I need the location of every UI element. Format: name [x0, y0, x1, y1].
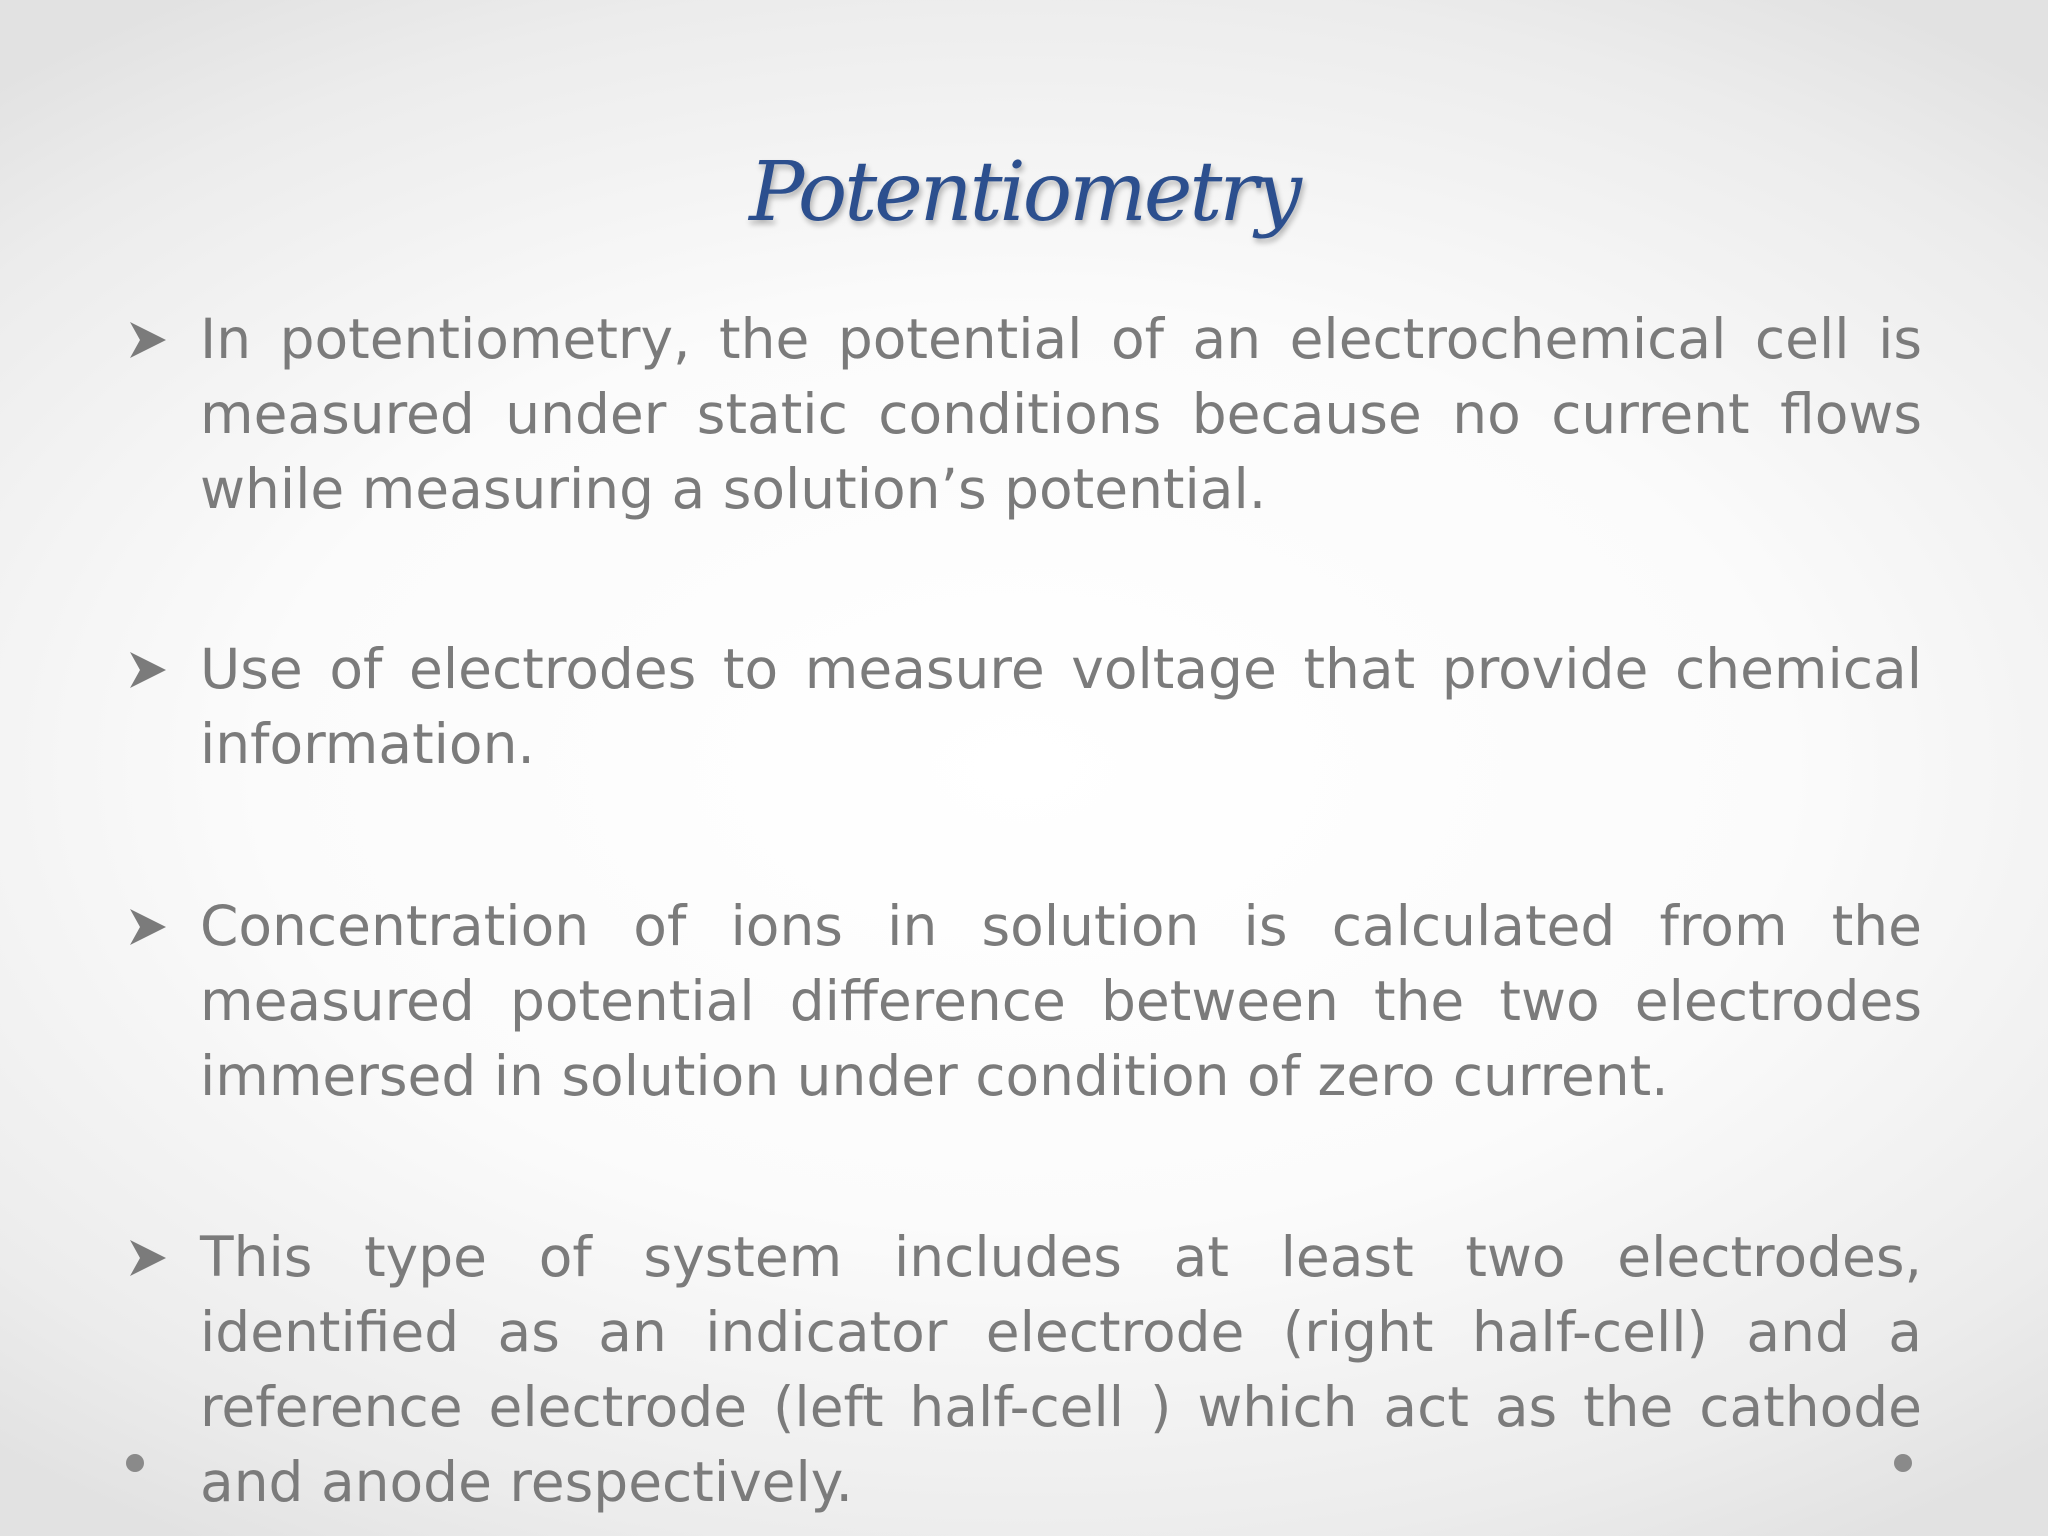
slide-title: Potentiometry	[749, 145, 1299, 240]
bullet-text: Concentration of ions in solution is calculated from the measured potential difference between the two electrodes immersed in solution under condition of zero current.	[200, 894, 1922, 1108]
arrowhead-bullet-icon	[126, 905, 170, 949]
bullet-text: In potentiometry, the potential of an electrochemical cell is measured under static conditions because no current flows while measuring a solution’s potential.	[200, 307, 1922, 521]
arrowhead-bullet-icon	[126, 648, 170, 692]
footer-right-dot-icon	[1894, 1454, 1912, 1472]
bullet-text: Use of electrodes to measure voltage that provide chemical information.	[200, 637, 1922, 776]
footer-left-dot-icon	[126, 1454, 144, 1472]
arrowhead-bullet-icon	[126, 1236, 170, 1280]
arrowhead-bullet-icon	[126, 318, 170, 362]
bullet-text: This type of system includes at least two electrodes, identified as an indicator electrode (right half-cell) and a reference electrode (left half-cell ) which act as the cathode and anode respectively.	[200, 1225, 1922, 1514]
